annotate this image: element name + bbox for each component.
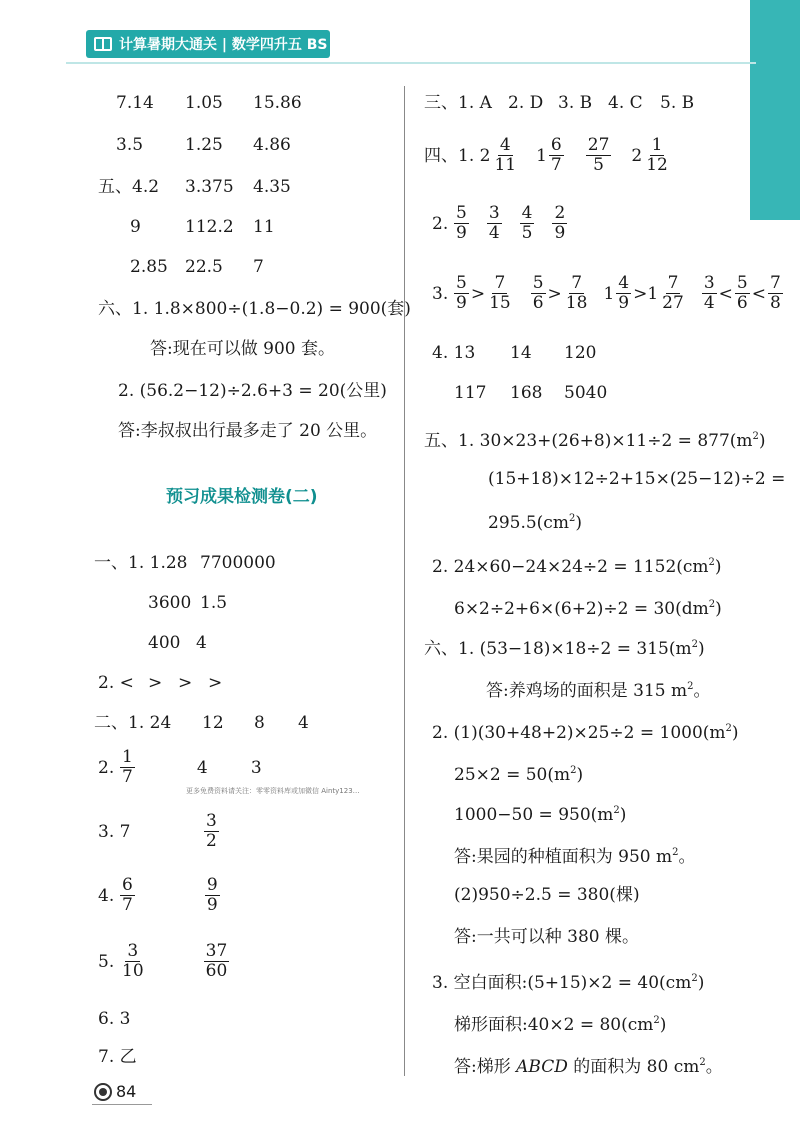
- value: 3.: [432, 283, 449, 304]
- comparison-sign: <: [718, 283, 733, 304]
- value: 4.35: [253, 177, 291, 197]
- fraction: $\frac{5}{9}$: [456, 203, 467, 243]
- header-rule: [66, 62, 756, 64]
- value: 3: [250, 757, 262, 778]
- value: 5.: [98, 951, 115, 972]
- answer-sentence: 答:现在可以做 900 套。: [150, 339, 335, 359]
- value: 15.86: [253, 93, 302, 113]
- answer-line: 7. 乙: [98, 1047, 137, 1067]
- value: 5. B: [660, 93, 695, 113]
- value: 1.5: [200, 593, 228, 613]
- value: 4. 13: [432, 343, 476, 363]
- value: 4.: [98, 885, 115, 906]
- answer-line: 五、1. $30\times 23+(26+8)\times 11\div 2 = 877(m^2)$: [424, 431, 766, 451]
- comparison-sign: <: [751, 283, 766, 304]
- answer-line: [94, 712, 309, 734]
- fraction: $\frac{3}{10}$: [122, 941, 144, 981]
- column-divider: [404, 86, 405, 1076]
- fraction: $\frac{3}{4}$: [488, 203, 500, 243]
- value: 一、1. 1.28: [94, 553, 188, 573]
- fraction: $\frac{27}{5}$: [587, 135, 610, 175]
- answer-line: [454, 382, 607, 404]
- fraction: $\frac{6}{7}$: [122, 875, 133, 915]
- answer-line: [148, 592, 227, 614]
- fraction: $\frac{4}{5}$: [521, 203, 533, 243]
- value: 11: [253, 217, 275, 237]
- value: 1.05: [185, 93, 223, 113]
- value: 120: [564, 343, 597, 363]
- value: 2.: [98, 757, 115, 778]
- fraction: $\frac{7}{8}$: [769, 273, 781, 313]
- answer-line: [98, 176, 291, 198]
- value: 9: [130, 217, 141, 237]
- answer-line: [130, 256, 264, 278]
- value: 2. D: [508, 93, 544, 113]
- answer-line: [98, 748, 262, 787]
- fraction: $\frac{2}{9}$: [554, 203, 566, 243]
- value: 二、1. 24: [94, 713, 172, 733]
- fraction: $\frac{37}{60}$: [205, 941, 228, 981]
- answer-line: (15+18)×12÷2+15×(25−12)÷2 =: [488, 469, 786, 489]
- value: 7700000: [200, 553, 276, 573]
- answer-line: $25\times 2 = 50(m^2)$: [454, 765, 584, 785]
- answer-line: [424, 136, 672, 175]
- value: 1.25: [185, 135, 223, 155]
- value: 8: [254, 713, 265, 733]
- fraction: $\frac{5}{6}$: [532, 273, 544, 313]
- answer-line: [432, 342, 596, 364]
- value: 7.14: [116, 93, 154, 113]
- answer-line: [94, 552, 276, 574]
- comparison-sign: >: [547, 283, 562, 304]
- answer-line: $6\times 2\div 2+6\times(6+2)\div 2 = 30(dm^2)$: [454, 599, 722, 619]
- value: 117: [454, 383, 487, 403]
- fraction: $\frac{5}{6}$: [736, 273, 748, 313]
- value: >: [208, 673, 223, 693]
- answer-line: [116, 92, 302, 114]
- answer-sentence: 答:养鸡场的面积是 315 $m^2$。: [486, 681, 711, 701]
- fraction: $\frac{1}{7}$: [122, 747, 133, 787]
- page-number: [94, 1082, 136, 1101]
- answer-line: [148, 632, 207, 654]
- answer-line: [98, 876, 222, 915]
- fraction: $\frac{3}{2}$: [206, 811, 217, 851]
- value: 3.5: [116, 135, 144, 155]
- section-title: 预习成果检测卷(二): [166, 487, 318, 507]
- answer-sentence: 答:一共可以种 380 棵。: [454, 927, 639, 947]
- value: 2. <: [98, 673, 134, 693]
- answer-line: [432, 204, 569, 243]
- comparison-sign: >: [470, 283, 486, 304]
- fraction: $\frac{7}{18}$: [565, 273, 588, 313]
- value: 2: [631, 145, 643, 166]
- answer-line: 六、1. 1.8×800÷(1.8−0.2) = 900(套): [98, 299, 411, 319]
- fraction: $\frac{7}{27}$: [662, 273, 684, 313]
- value: 400: [148, 633, 181, 653]
- fraction: $\frac{4}{9}$: [618, 273, 630, 313]
- answer-line: [98, 672, 222, 694]
- value: 2.85: [130, 257, 168, 277]
- value: 1: [536, 145, 547, 166]
- value: >: [148, 673, 163, 693]
- fraction: $\frac{5}{9}$: [456, 273, 467, 313]
- answer-sentence: 答:梯形 ABCD 的面积为 80 $cm^2$。: [454, 1057, 723, 1077]
- answer-line: $1000-50 = 950(m^2)$: [454, 805, 627, 825]
- value: 4. C: [608, 93, 643, 113]
- value: 1: [647, 283, 659, 304]
- fraction: $\frac{4}{11}$: [494, 135, 517, 175]
- answer-line: 2. (56.2−12)÷2.6+3 = 20(公里): [118, 381, 387, 401]
- value: 3.375: [185, 177, 234, 197]
- value: 四、1. 2: [424, 145, 491, 166]
- fraction: $\frac{6}{7}$: [550, 135, 562, 175]
- header-bar: [86, 30, 330, 58]
- answer-sentence: 答:果园的种植面积为 950 $m^2$。: [454, 847, 696, 867]
- answer-line: (2)950÷2.5 = 380(棵): [454, 885, 640, 905]
- sun-icon: [94, 1083, 112, 1101]
- header-title: 计算暑期大通关 | 数学四升五 BS: [119, 37, 328, 53]
- answer-line: [424, 92, 694, 114]
- answer-line: 六、1. $(53-18)\times 18\div 2 = 315(m^2)$: [424, 639, 705, 659]
- value: 4: [196, 757, 208, 778]
- answer-line: 2. $(1)(30+48+2)\times 25\div 2 = 1000(m^2)$: [432, 723, 739, 743]
- fraction: $\frac{9}{9}$: [206, 875, 218, 915]
- value: 三、1. A: [424, 93, 492, 113]
- answer-line: [130, 216, 275, 238]
- value: >: [178, 673, 193, 693]
- answer-line: [116, 134, 291, 156]
- fraction: $\frac{7}{15}$: [489, 273, 511, 313]
- answer-line: [98, 942, 231, 981]
- value: 12: [202, 713, 224, 733]
- value: 22.5: [185, 257, 223, 277]
- value: 2.: [432, 213, 449, 234]
- value: 168: [510, 383, 543, 403]
- value: 14: [510, 343, 532, 363]
- value: 4.86: [253, 135, 291, 155]
- value: 5040: [564, 383, 608, 403]
- value: 五、4.2: [98, 177, 160, 197]
- value: 4: [196, 633, 207, 653]
- value: 7: [253, 257, 264, 277]
- book-icon: [94, 37, 112, 51]
- fraction: $\frac{3}{4}$: [703, 273, 715, 313]
- value: 112.2: [185, 217, 234, 237]
- answer-line: 梯形面积:40×2 = $80(cm^2)$: [454, 1015, 667, 1035]
- answer-line: $295.5(cm^2)$: [488, 513, 582, 533]
- page-number-text: 84: [116, 1082, 137, 1101]
- answer-line: 6. 3: [98, 1009, 131, 1029]
- value: 3600: [148, 593, 192, 613]
- answer-line: 3. 空白面积:(5+15)×2 = $40(cm^2)$: [432, 973, 705, 993]
- answer-line: [98, 812, 221, 851]
- page-rule: [92, 1104, 152, 1105]
- comparison-sign: >: [633, 283, 648, 304]
- fraction: $\frac{1}{12}$: [646, 135, 668, 175]
- answer-line: [432, 274, 785, 313]
- value: 4: [298, 713, 309, 733]
- value: 3. B: [558, 93, 593, 113]
- answer-sentence: 答:李叔叔出行最多走了 20 公里。: [118, 421, 378, 441]
- watermark-text: 更多免费资料请关注：零零资料库或加微信 Ainty123…: [186, 787, 360, 795]
- corner-band: [750, 0, 800, 220]
- value: 1: [603, 283, 615, 304]
- value: 3. 7: [98, 821, 131, 842]
- answer-line: 2. $24\times 60-24\times 24\div 2 = 1152(cm^2)$: [432, 557, 722, 577]
